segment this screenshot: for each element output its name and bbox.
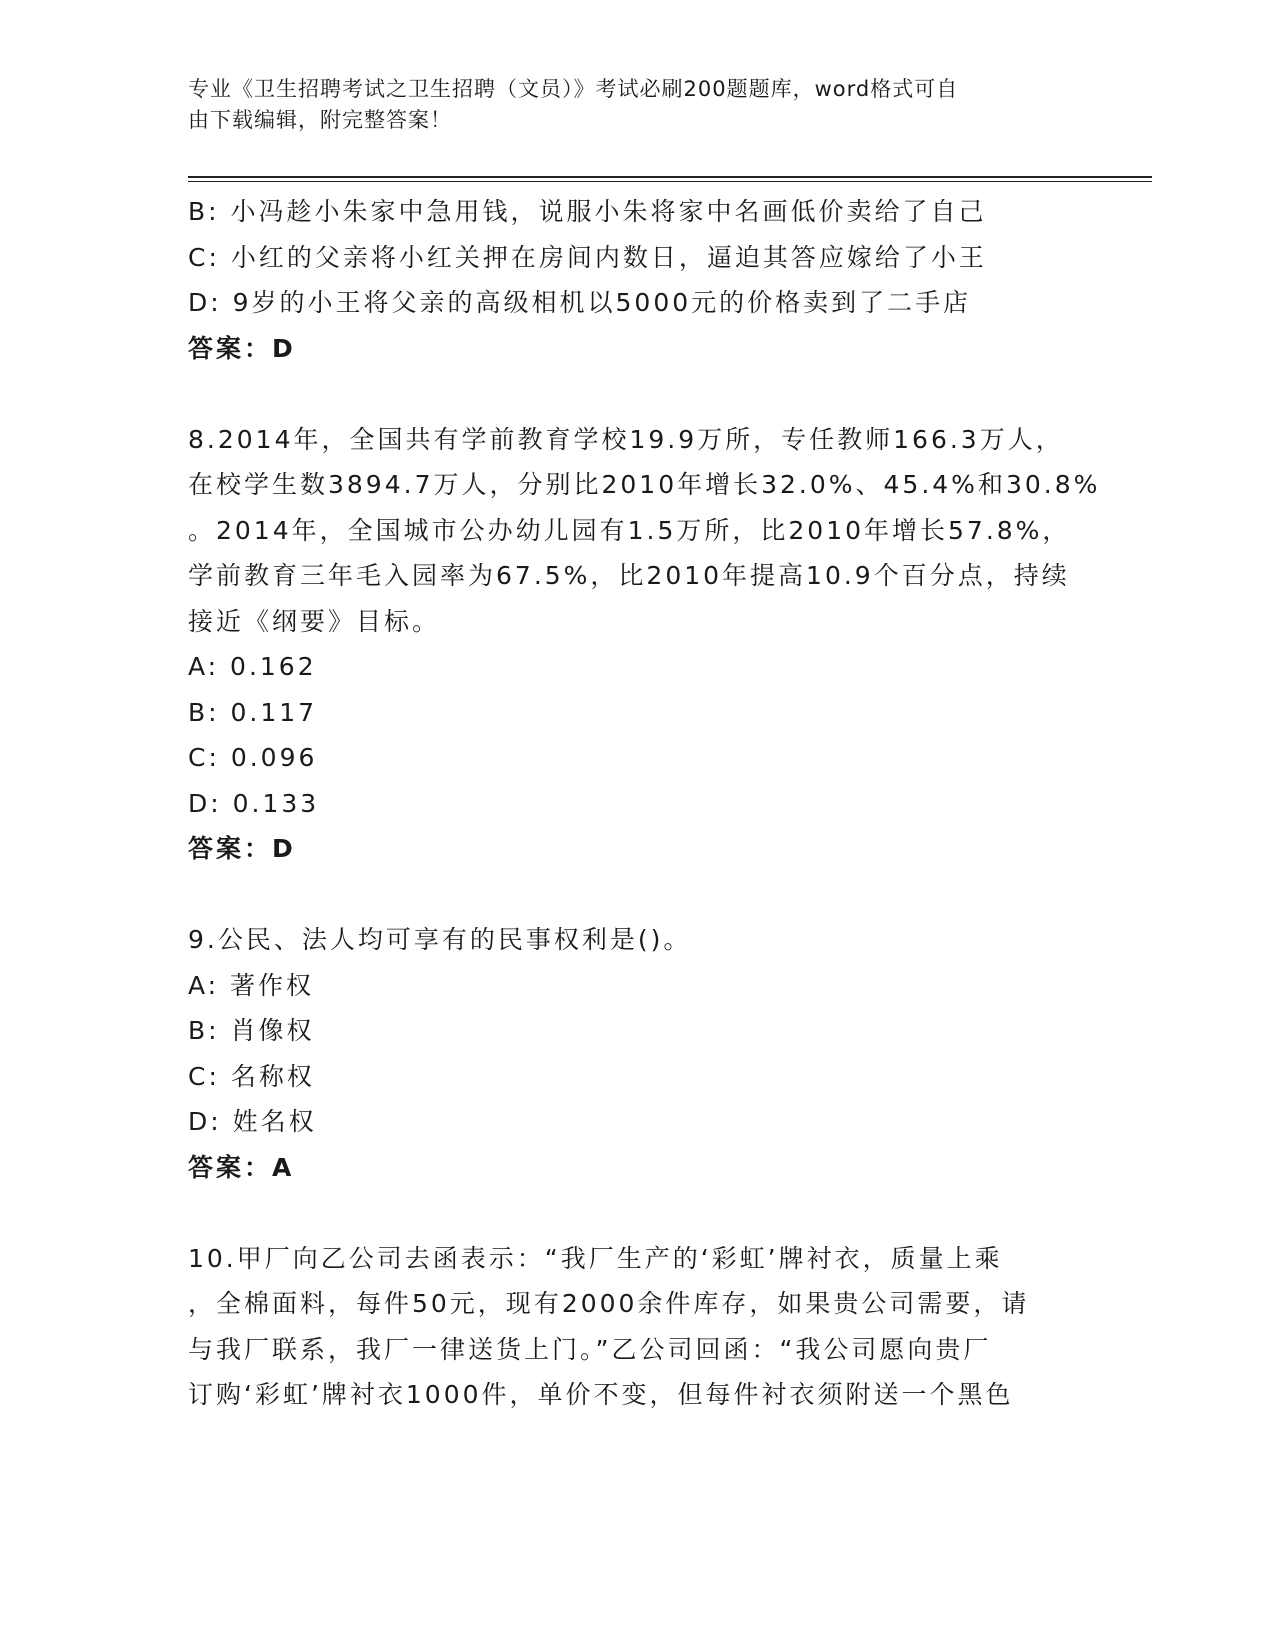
header-line-1: 专业《卫生招聘考试之卫生招聘（文员）》考试必刷200题题库，word格式可自	[188, 77, 959, 101]
document-header	[188, 74, 1078, 136]
option-c: C: 小红的父亲将小红关押在房间内数日，逼迫其答应嫁给了小王	[188, 242, 987, 272]
option-d: D: 0.133	[188, 788, 320, 818]
question-stem-line: 接近《纲要》目标。	[188, 606, 441, 636]
question-stem-line: 在校学生数3894.7万人，分别比2010年增长32.0%、45.4%和30.8%	[188, 470, 1101, 499]
option-a: A: 0.162	[188, 652, 317, 681]
question-stem-line: 。2014年，全国城市公办幼儿园有1.5万所，比2010年增长57.8%，	[188, 515, 1071, 545]
question-10	[188, 1236, 1088, 1418]
spacer	[188, 872, 1088, 918]
header-line-2: 由下载编辑，附完整答案！	[188, 108, 452, 132]
answer: 答案：A	[188, 1152, 295, 1182]
option-c: C: 名称权	[188, 1061, 315, 1091]
question-7	[188, 189, 1088, 371]
question-stem-line: 与我厂联系，我厂一律送货上门。”乙公司回函：“我公司愿向贵厂	[188, 1334, 992, 1364]
answer: 答案：D	[188, 834, 296, 863]
spacer	[188, 1190, 1088, 1236]
question-stem-line: 订购‘彩虹’牌衬衣1000件，单价不变，但每件衬衣须附送一个黑色	[188, 1380, 1014, 1409]
header-divider-thick	[188, 176, 1152, 178]
option-d: D: 9岁的小王将父亲的高级相机以5000元的价格卖到了二手店	[188, 288, 972, 317]
question-8	[188, 417, 1101, 872]
question-stem-line: 9.公民、法人均可享有的民事权利是()。	[188, 925, 692, 954]
option-d: D: 姓名权	[188, 1107, 317, 1136]
question-stem-line: 10.甲厂向乙公司去函表示：“我厂生产的‘彩虹’牌衬衣，质量上乘	[188, 1243, 1003, 1273]
option-b: B: 小冯趁小朱家中急用钱，说服小朱将家中名画低价卖给了自己	[188, 197, 987, 226]
answer: 答案：D	[188, 333, 296, 363]
option-c: C: 0.096	[188, 743, 318, 772]
question-stem-line: ，全棉面料，每件50元，现有2000余件库存，如果贵公司需要，请	[188, 1289, 1030, 1318]
header-divider-thin	[188, 181, 1152, 182]
option-b: B: 肖像权	[188, 1016, 315, 1045]
spacer	[188, 371, 1088, 417]
option-a: A: 著作权	[188, 970, 315, 1000]
question-9	[188, 917, 1088, 1190]
question-stem-line: 8.2014年，全国共有学前教育学校19.9万所，专任教师166.3万人，	[188, 424, 1064, 454]
question-list	[188, 189, 1101, 1418]
question-stem-line: 学前教育三年毛入园率为67.5%，比2010年提高10.9个百分点，持续	[188, 561, 1070, 590]
option-b: B: 0.117	[188, 697, 318, 727]
